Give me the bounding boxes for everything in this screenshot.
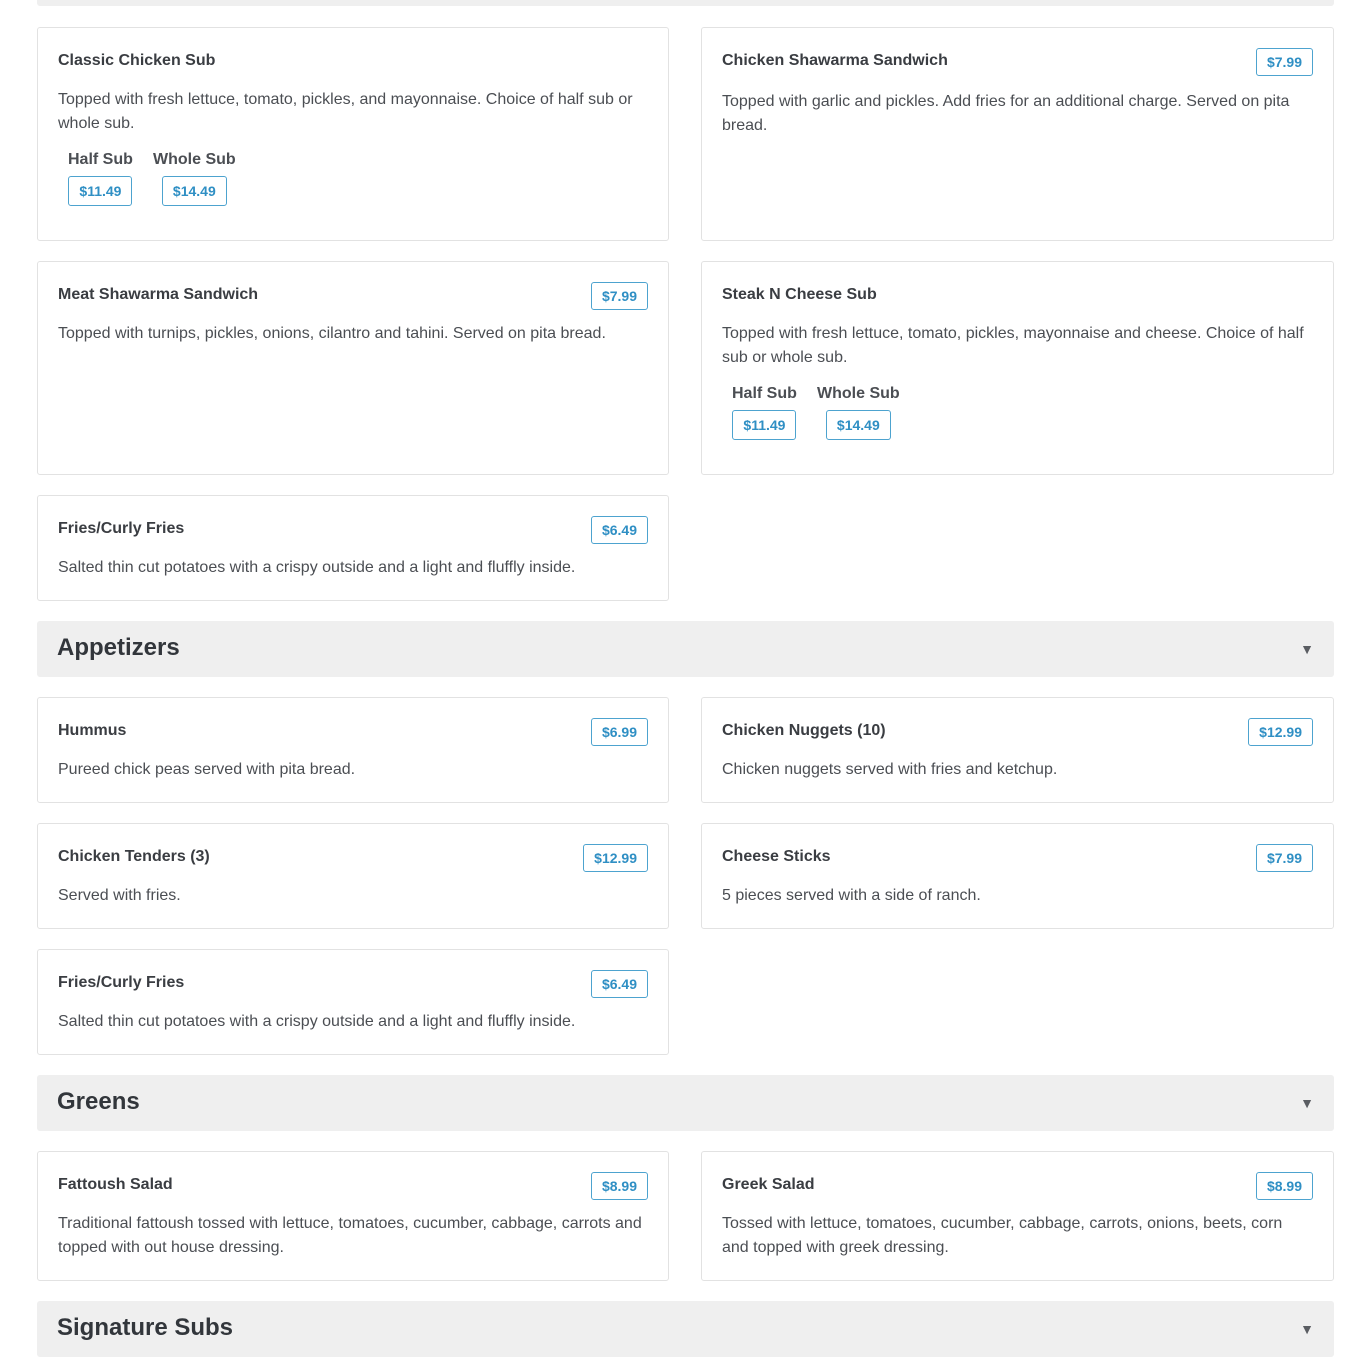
item-description: Topped with fresh lettuce, tomato, pickles, mayonnaise and cheese. Choice of half sub or whole sub. — [722, 325, 1304, 366]
item-description: Topped with garlic and pickles. Add fries for an additional charge. Served on pita bread. — [722, 93, 1290, 134]
item-name: Fries/Curly Fries — [58, 520, 185, 537]
menu-item-card[interactable] — [701, 27, 1334, 241]
section-title: Appetizers — [57, 634, 180, 661]
item-description: Traditional fattoush tossed with lettuce, tomatoes, cucumber, cabbage, carrots and topped with out house dressing. — [58, 1215, 642, 1256]
section-title: Signature Subs — [57, 1314, 234, 1341]
menu-item-card[interactable] — [701, 1151, 1334, 1281]
item-description: Topped with turnips, pickles, onions, cilantro and tahini. Served on pita bread. — [58, 325, 606, 342]
item-name: Chicken Shawarma Sandwich — [722, 52, 948, 69]
menu-item-card[interactable] — [701, 697, 1334, 803]
price-button[interactable]: $7.99 — [591, 282, 648, 310]
previous-section-bottom — [37, 0, 1334, 6]
variant-whole-sub — [153, 150, 236, 206]
menu-item-card[interactable] — [701, 823, 1334, 929]
section-header-greens[interactable] — [37, 1075, 1334, 1131]
price-button[interactable]: $7.99 — [1256, 48, 1313, 76]
item-description: Salted thin cut potatoes with a crispy outside and a light and fluffly inside. — [58, 559, 576, 576]
variant-price-button[interactable]: $11.49 — [732, 410, 796, 440]
item-name: Greek Salad — [722, 1176, 815, 1193]
variant-label: Whole Sub — [153, 151, 236, 168]
variant-price-button[interactable]: $14.49 — [826, 410, 891, 440]
price-button[interactable]: $12.99 — [583, 844, 648, 872]
item-name: Chicken Nuggets (10) — [722, 722, 886, 739]
variant-label: Half Sub — [732, 385, 797, 402]
menu-item-card[interactable] — [37, 261, 669, 475]
variant-half-sub — [68, 150, 133, 206]
variant-whole-sub — [817, 384, 900, 440]
section-title: Greens — [57, 1088, 140, 1115]
price-button[interactable]: $8.99 — [1256, 1172, 1313, 1200]
price-button[interactable]: $8.99 — [591, 1172, 648, 1200]
item-name: Hummus — [58, 722, 127, 739]
menu-item-card[interactable] — [37, 495, 669, 601]
item-name: Meat Shawarma Sandwich — [58, 286, 259, 303]
price-button[interactable]: $12.99 — [1248, 718, 1313, 746]
variant-half-sub — [732, 384, 797, 440]
price-button[interactable]: $6.49 — [591, 516, 648, 544]
item-name: Classic Chicken Sub — [58, 52, 216, 69]
menu-item-card[interactable] — [37, 697, 669, 803]
item-description: Topped with fresh lettuce, tomato, pickles, and mayonnaise. Choice of half sub or whole sub. — [58, 91, 633, 132]
price-button[interactable]: $7.99 — [1256, 844, 1313, 872]
chevron-down-icon[interactable]: ▼ — [1300, 1321, 1314, 1337]
item-name: Chicken Tenders (3) — [58, 848, 210, 865]
menu-item-card[interactable] — [37, 1151, 669, 1281]
menu-item-card[interactable] — [37, 27, 669, 241]
section-header-signature-subs[interactable] — [37, 1301, 1334, 1357]
item-name: Cheese Sticks — [722, 848, 831, 865]
variant-label: Half Sub — [68, 151, 133, 168]
menu-item-card[interactable] — [37, 823, 669, 929]
item-description: Chicken nuggets served with fries and ketchup. — [722, 761, 1058, 778]
price-button[interactable]: $6.49 — [591, 970, 648, 998]
item-description: 5 pieces served with a side of ranch. — [722, 887, 981, 904]
section-header-appetizers[interactable] — [37, 621, 1334, 677]
item-name: Fattoush Salad — [58, 1176, 173, 1193]
chevron-down-icon[interactable]: ▼ — [1300, 641, 1314, 657]
menu-item-card[interactable] — [37, 949, 669, 1055]
item-description: Pureed chick peas served with pita bread. — [58, 761, 356, 778]
item-description: Salted thin cut potatoes with a crispy outside and a light and fluffly inside. — [58, 1013, 576, 1030]
item-name: Fries/Curly Fries — [58, 974, 185, 991]
item-description: Tossed with lettuce, tomatoes, cucumber, cabbage, carrots, onions, beets, corn and topped with greek dressing. — [722, 1215, 1283, 1256]
price-button[interactable]: $6.99 — [591, 718, 648, 746]
item-name: Steak N Cheese Sub — [722, 286, 877, 303]
variant-label: Whole Sub — [817, 385, 900, 402]
variant-price-button[interactable]: $14.49 — [162, 176, 227, 206]
menu-item-card[interactable] — [701, 261, 1334, 475]
chevron-down-icon[interactable]: ▼ — [1300, 1095, 1314, 1111]
item-description: Served with fries. — [58, 887, 181, 904]
variant-price-button[interactable]: $11.49 — [68, 176, 132, 206]
